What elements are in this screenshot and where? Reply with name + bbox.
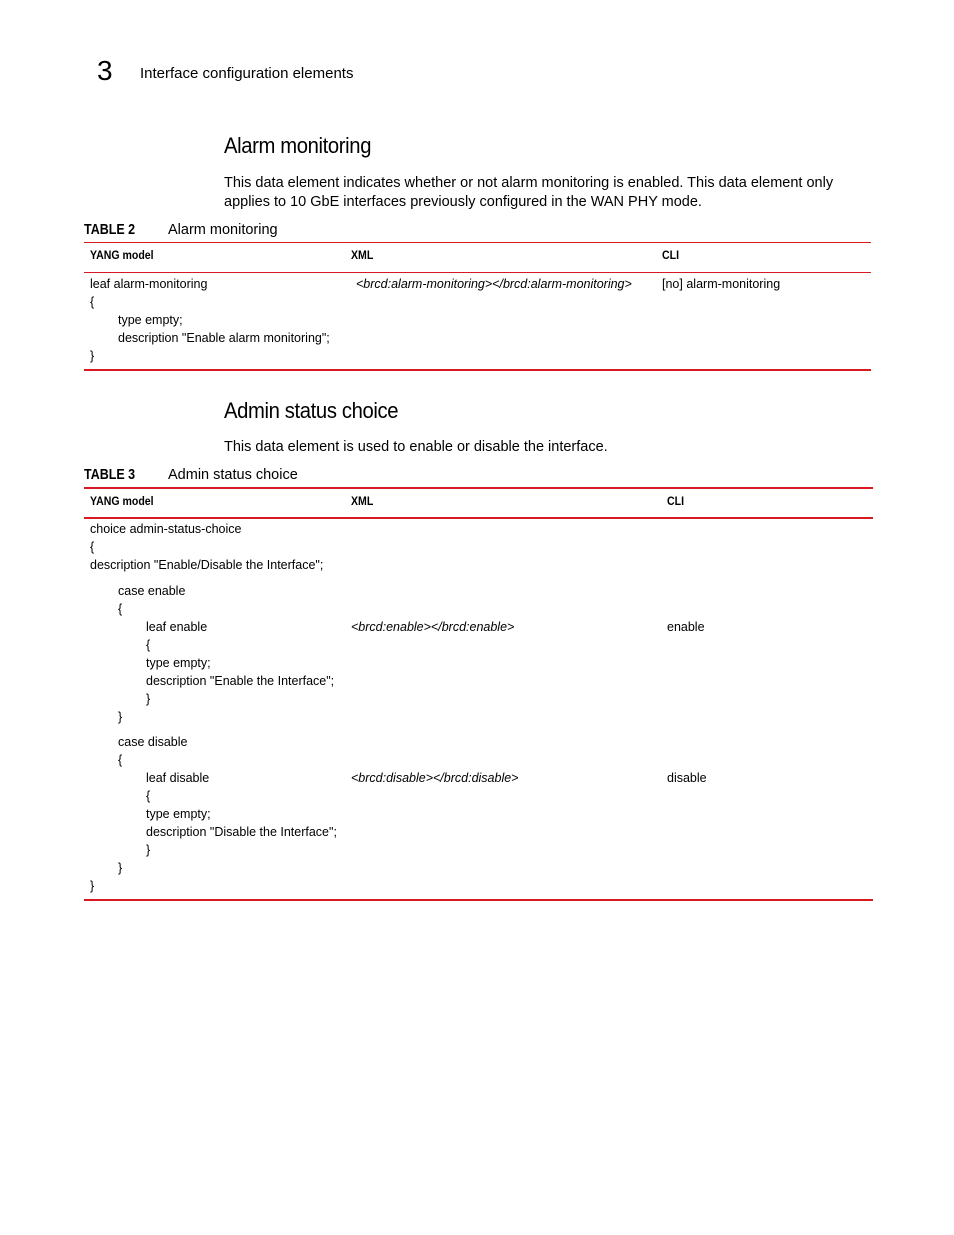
- xml-element-disable: <brcd:disable></brcd:disable>: [351, 771, 519, 785]
- yang-line: }: [90, 349, 95, 363]
- yang-line: }: [118, 861, 123, 875]
- cli-bracket-close: ]: [679, 277, 683, 291]
- chapter-number: 3: [97, 55, 113, 86]
- table-bottom-rule: [84, 899, 873, 901]
- column-header-yang: YANG model: [90, 494, 154, 508]
- xml-element-enable: <brcd:enable></brcd:enable>: [351, 620, 515, 634]
- yang-line: }: [146, 692, 151, 706]
- section-paragraph-line2: applies to 10 GbE interfaces previously configured in the WAN PHY mode.: [224, 194, 702, 210]
- yang-line: }: [118, 710, 123, 724]
- cli-command-enable: enable: [667, 620, 705, 634]
- table-caption-text: Admin status choice: [168, 467, 298, 483]
- yang-line: }: [90, 879, 95, 893]
- table-label: TABLE 3: [84, 467, 136, 483]
- chapter-title: Interface configuration elements: [140, 65, 354, 82]
- table-header-rule: [84, 517, 873, 519]
- table-top-rule: [84, 487, 873, 489]
- yang-line: }: [146, 843, 151, 857]
- yang-line: {: [146, 789, 151, 803]
- cli-command-disable: disable: [667, 771, 707, 785]
- section-heading-alarm-monitoring: Alarm monitoring: [224, 133, 372, 158]
- column-header-cli: CLI: [667, 494, 685, 508]
- yang-line: type empty;: [146, 807, 211, 821]
- table-header-rule: [84, 272, 871, 273]
- table-label: TABLE 2: [84, 222, 136, 238]
- yang-line: {: [146, 638, 151, 652]
- yang-line: {: [118, 602, 123, 616]
- yang-line: description "Enable the Interface";: [146, 674, 335, 688]
- table-bottom-rule: [84, 369, 871, 371]
- cli-command-name: alarm-monitoring: [686, 277, 781, 291]
- section-heading-admin-status: Admin status choice: [224, 398, 399, 423]
- yang-line: type empty;: [146, 656, 211, 670]
- cli-bracket-open: [: [662, 277, 666, 291]
- table-caption: [84, 221, 278, 239]
- yang-line: type empty;: [118, 313, 183, 327]
- table-caption: [84, 466, 298, 484]
- column-header-xml: XML: [351, 494, 374, 508]
- yang-line: leaf enable: [146, 620, 208, 634]
- section-paragraph: This data element is used to enable or disable the interface.: [224, 439, 608, 455]
- yang-line: description "Enable alarm monitoring";: [118, 331, 330, 345]
- yang-line: description "Enable/Disable the Interface";: [90, 558, 324, 572]
- column-header-xml: XML: [351, 248, 374, 262]
- table-caption-text: Alarm monitoring: [168, 222, 278, 238]
- yang-line: description "Disable the Interface";: [146, 825, 337, 839]
- cli-no: no: [665, 277, 680, 291]
- table-top-rule: [84, 242, 871, 243]
- yang-line: leaf alarm-monitoring: [90, 277, 208, 291]
- yang-line: {: [118, 753, 123, 767]
- yang-line: leaf disable: [146, 771, 210, 785]
- cli-command: [662, 275, 780, 293]
- section-paragraph-line1: This data element indicates whether or not alarm monitoring is enabled. This data element only: [224, 175, 834, 191]
- xml-element: <brcd:alarm-monitoring></brcd:alarm-monitoring>: [356, 277, 632, 291]
- column-header-yang: YANG model: [90, 248, 154, 262]
- yang-line: {: [90, 540, 95, 554]
- yang-line: {: [90, 295, 95, 309]
- yang-line: choice admin-status-choice: [90, 522, 242, 536]
- yang-line: case disable: [118, 735, 188, 749]
- column-header-cli: CLI: [662, 248, 680, 262]
- yang-line: case enable: [118, 584, 186, 598]
